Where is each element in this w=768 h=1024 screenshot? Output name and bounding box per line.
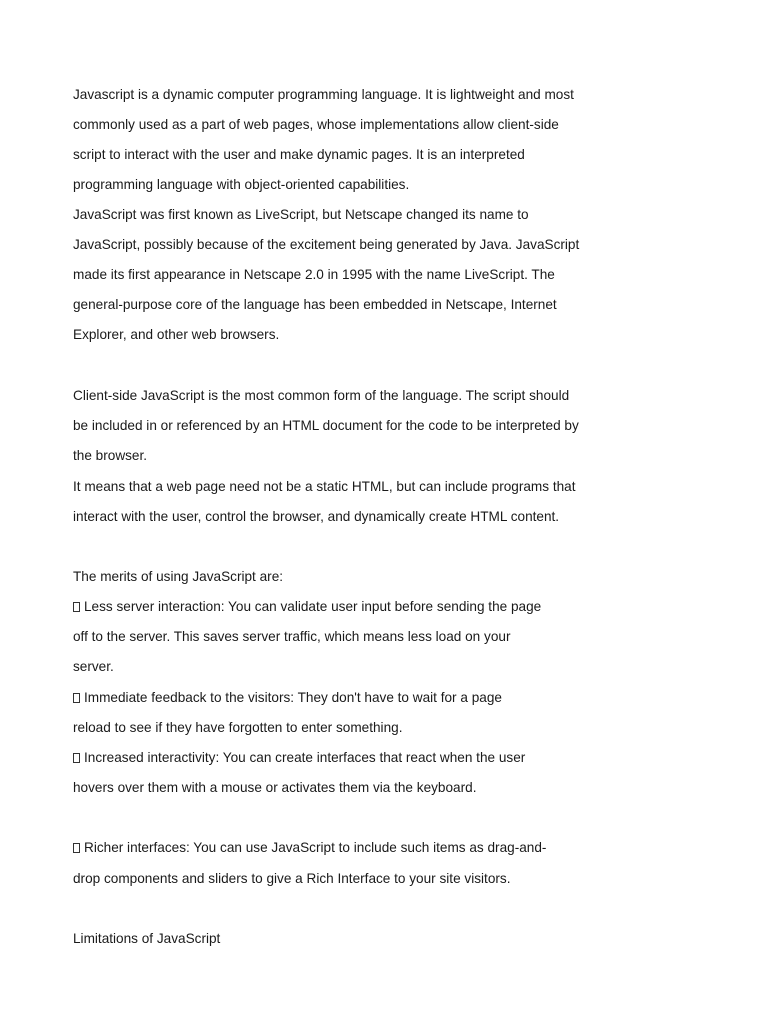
paragraph-line: Explorer, and other web browsers.	[73, 327, 280, 342]
bullet-item	[73, 839, 546, 857]
bullet-text: Richer interfaces: You can use JavaScript to include such items as drag-and-	[84, 840, 547, 855]
paragraph-line: reload to see if they have forgotten to enter something.	[73, 720, 403, 735]
paragraph-line: programming language with object-oriented capabilities.	[73, 177, 410, 192]
paragraph-line: made its first appearance in Netscape 2.0 in 1995 with the name LiveScript. The	[73, 267, 555, 282]
paragraph-line: Javascript is a dynamic computer programming language. It is lightweight and most	[73, 87, 574, 102]
missing-glyph-icon	[73, 693, 80, 703]
paragraph-line: Client-side JavaScript is the most common form of the language. The script should	[73, 388, 570, 403]
bullet-text: Immediate feedback to the visitors: They don't have to wait for a page	[84, 690, 502, 705]
paragraph-line: hovers over them with a mouse or activates them via the keyboard.	[73, 780, 477, 795]
bullet-text: Increased interactivity: You can create interfaces that react when the user	[84, 750, 526, 765]
paragraph-line: commonly used as a part of web pages, whose implementations allow client-side	[73, 117, 559, 132]
bullet-item	[73, 749, 525, 767]
paragraph-line: server.	[73, 659, 114, 674]
paragraph-line: interact with the user, control the browser, and dynamically create HTML content.	[73, 509, 560, 524]
merits-heading: The merits of using JavaScript are:	[73, 569, 284, 584]
bullet-item	[73, 598, 541, 616]
paragraph-line: script to interact with the user and make dynamic pages. It is an interpreted	[73, 147, 525, 162]
paragraph-line: be included in or referenced by an HTML document for the code to be interpreted by	[73, 418, 579, 433]
missing-glyph-icon	[73, 602, 80, 612]
paragraph-line: the browser.	[73, 448, 148, 463]
section-heading: Limitations of JavaScript	[73, 931, 221, 946]
bullet-item	[73, 689, 502, 707]
missing-glyph-icon	[73, 753, 80, 763]
bullet-text: Less server interaction: You can validate user input before sending the page	[84, 599, 542, 614]
paragraph-line: drop components and sliders to give a Rich Interface to your site visitors.	[73, 871, 511, 886]
paragraph-line: JavaScript was first known as LiveScript, but Netscape changed its name to	[73, 207, 529, 222]
missing-glyph-icon	[73, 843, 80, 853]
paragraph-line: off to the server. This saves server traffic, which means less load on your	[73, 629, 511, 644]
paragraph-line: general-purpose core of the language has been embedded in Netscape, Internet	[73, 297, 557, 312]
paragraph-line: JavaScript, possibly because of the excitement being generated by Java. JavaScript	[73, 237, 580, 252]
paragraph-line: It means that a web page need not be a static HTML, but can include programs that	[73, 479, 576, 494]
